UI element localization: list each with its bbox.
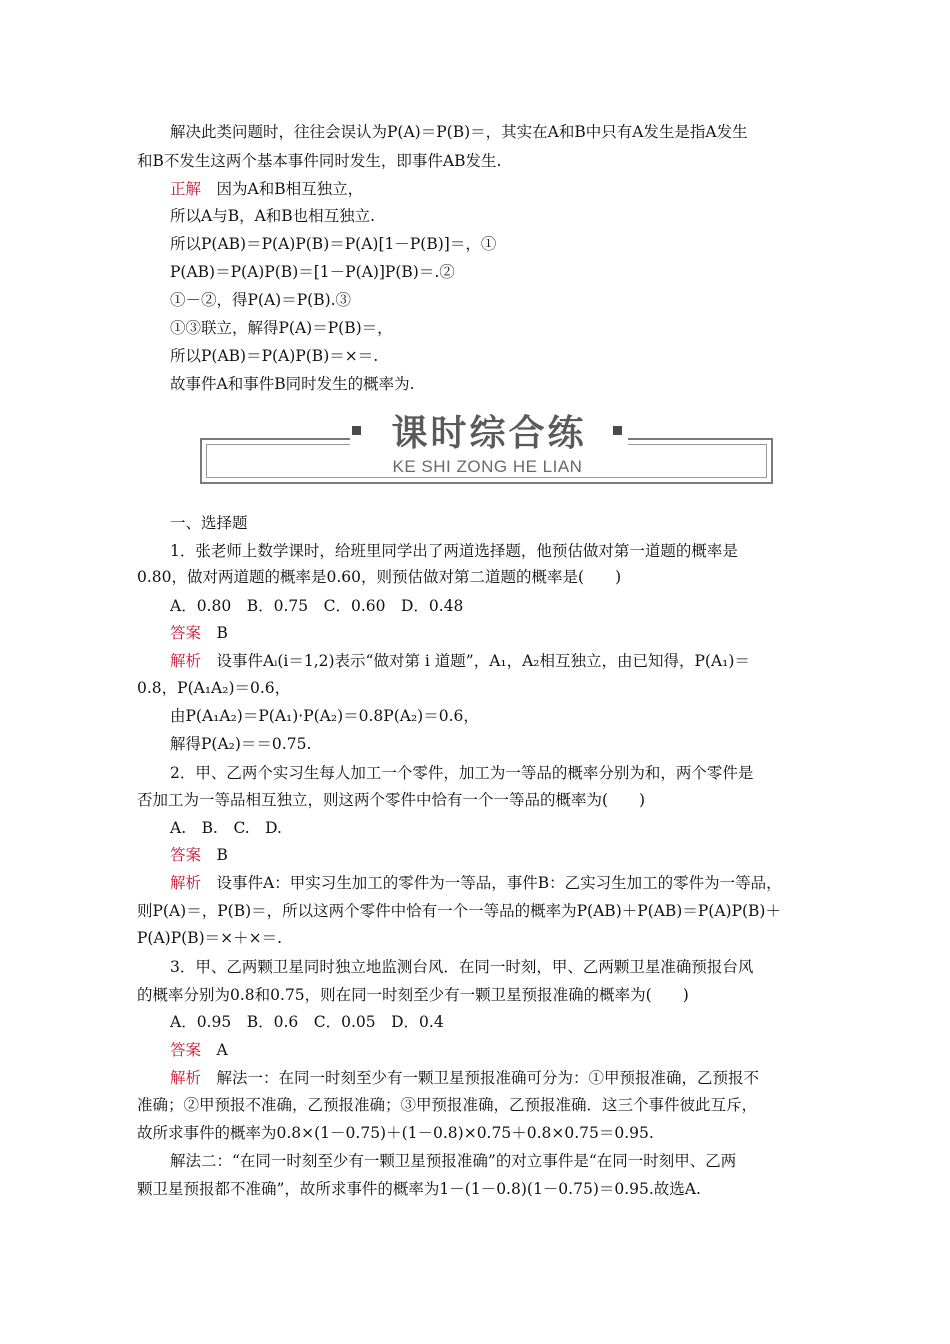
analysis-line: 准确；②甲预报不准确，乙预报准确；③甲预报准确，乙预报准确．这三个事件彼此互斥， [137, 1096, 758, 1114]
solution-line: 所以A与B，A和B也相互独立. [170, 207, 376, 225]
question-2-options: A. B. C. D. [170, 819, 282, 837]
answer-value: B [201, 846, 228, 864]
solution-line: ①－②，得P(A)＝P(B).③ [170, 291, 352, 309]
solution-line: 所以P(AB)＝P(A)P(B)＝×＝. [170, 347, 379, 365]
analysis-label: 解析 [170, 652, 202, 670]
section-banner [200, 410, 775, 486]
analysis-label: 解析 [170, 874, 202, 892]
question-3-line: 的概率分别为0.8和0.75，则在同一时刻至少有一颗卫星预报准确的概率为( ) [137, 986, 689, 1004]
banner-square-left [352, 426, 361, 435]
analysis-text: 设事件A：甲实习生加工的零件为一等品，事件B：乙实习生加工的零件为一等品， [201, 874, 782, 892]
analysis-text: 设事件Aᵢ(i＝1,2)表示“做对第 i 道题”，A₁，A₂相互独立，由已知得，P(A₁)＝ [201, 652, 750, 670]
question-3-options: A．0.95 B．0.6 C．0.05 D．0.4 [170, 1013, 444, 1031]
question-3-answer [170, 1040, 228, 1060]
answer-label: 答案 [170, 624, 202, 642]
analysis-label: 解析 [170, 1069, 202, 1087]
answer-value: A [201, 1041, 228, 1059]
analysis-line: 颗卫星预报都不准确”，故所求事件的概率为1－(1－0.8)(1－0.75)＝0.95.故选A. [137, 1180, 701, 1198]
analysis-line: 0.8，P(A₁A₂)＝0.6， [137, 679, 291, 697]
question-2-line: 否加工为一等品相互独立，则这两个零件中恰有一个一等品的概率为( ) [137, 791, 646, 809]
answer-label: 答案 [170, 1041, 202, 1059]
correct-label: 正解 [170, 180, 202, 198]
banner-title-wrap [350, 410, 628, 454]
answer-value: B [201, 624, 228, 642]
question-1-answer [170, 623, 228, 643]
question-3-analysis [170, 1068, 759, 1088]
solution-line: P(AB)＝P(A)P(B)＝[1－P(A)]P(B)＝.② [170, 263, 455, 281]
question-3-line: 3．甲、乙两颗卫星同时独立地监测台风．在同一时刻，甲、乙两颗卫星准确预报台风 [170, 958, 754, 976]
question-1-line: 1．张老师上数学课时，给班里同学出了两道选择题，他预估做对第一道题的概率是 [170, 542, 738, 560]
question-1-options: A．0.80 B．0.75 C．0.60 D．0.48 [170, 597, 464, 615]
question-1-line: 0.80，做对两道题的概率是0.60，则预估做对第二道题的概率是( ) [137, 568, 622, 586]
banner-title: 课时综合练 [391, 412, 587, 454]
analysis-line: P(A)P(B)＝×＋×＝. [137, 929, 283, 947]
section-title: 一、选择题 [170, 514, 248, 532]
analysis-text: 解法一：在同一时刻至少有一颗卫星预报准确可分为：①甲预报准确，乙预报不 [201, 1069, 760, 1087]
answer-label: 答案 [170, 846, 202, 864]
paragraph-line: 解决此类问题时，往往会误认为P(A)＝P(B)＝，其实在A和B中只有A发生是指A发生 [170, 123, 748, 141]
solution-line: 所以P(AB)＝P(A)P(B)＝P(A)[1－P(B)]＝，① [170, 235, 497, 253]
correct-solution-line [170, 179, 363, 199]
question-2-answer [170, 845, 228, 865]
analysis-line: 则P(A)＝，P(B)＝，所以这两个零件中恰有一个一等品的概率为P(AB)＋P(AB)＝P(A)P(B)＋ [137, 902, 781, 920]
correct-text: 因为A和B相互独立， [201, 180, 364, 198]
paragraph-line: 和B不发生这两个基本事件同时发生，即事件AB发生. [137, 152, 502, 170]
solution-line: 故事件A和事件B同时发生的概率为. [170, 375, 415, 393]
question-2-line: 2．甲、乙两个实习生每人加工一个零件，加工为一等品的概率分别为和，两个零件是 [170, 764, 754, 782]
question-2-analysis [170, 873, 782, 893]
solution-line: ①③联立，解得P(A)＝P(B)＝， [170, 319, 393, 337]
analysis-line: 由P(A₁A₂)＝P(A₁)·P(A₂)＝0.8P(A₂)＝0.6， [170, 707, 479, 725]
banner-subtitle: KE SHI ZONG HE LIAN [392, 457, 583, 476]
analysis-line: 解法二：“在同一时刻至少有一颗卫星预报准确”的对立事件是“在同一时刻甲、乙两 [170, 1152, 737, 1170]
analysis-line: 解得P(A₂)＝＝0.75. [170, 735, 312, 753]
analysis-line: 故所求事件的概率为0.8×(1－0.75)＋(1－0.8)×0.75＋0.8×0.75＝0.95. [137, 1124, 654, 1142]
banner-square-right [613, 426, 622, 435]
question-1-analysis [170, 651, 750, 671]
